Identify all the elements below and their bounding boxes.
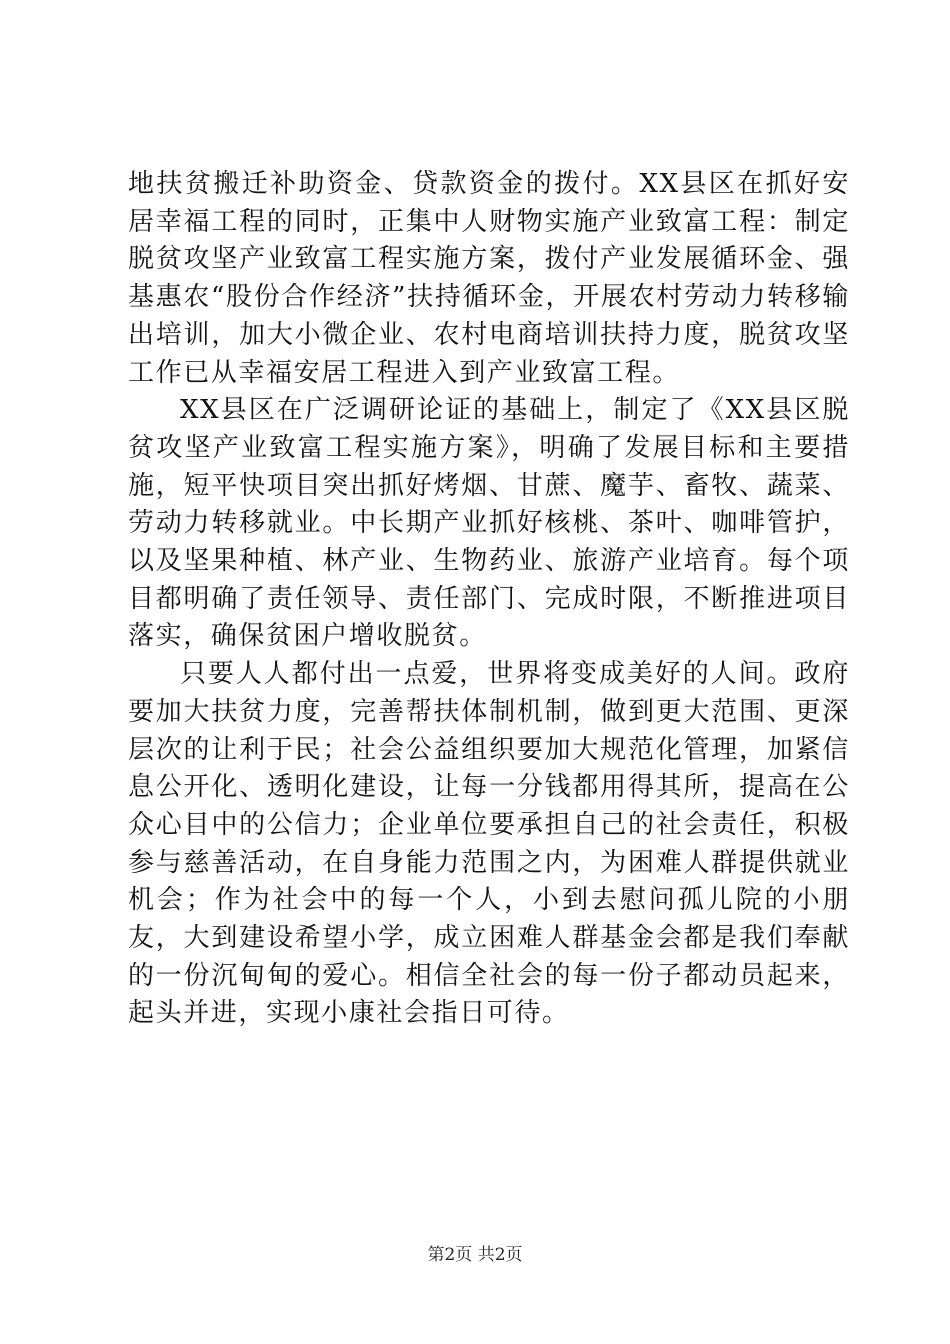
- paragraph-call-to-action: 只要人人都付出一点爱，世界将变成美好的人间。政府要加大扶贫力度，完善帮扶体制机制，做到更大范围、更深层次的让利于民；社会公益组织要加大规范化管理，加紧信息公开化、透明化建设，让每一分钱都用得其所，提高在公众心目中的公信力；企业单位要承担自己的社会责任，积极参与慈善活动，在自身能力范围之内，为困难人群提供就业机会；作为社会中的每一个人，小到去慰问孤儿院的小朋友，大到建设希望小学，成立困难人群基金会都是我们奉献的一份沉甸甸的爱心。相信全社会的每一份子都动员起来，起头并进，实现小康社会指日可待。: [128, 659, 850, 1029]
- paragraph-implementation-plan: XX县区在广泛调研论证的基础上，制定了《XX县区脱贫攻坚产业致富工程实施方案》，明确了发展目标和主要措施，短平快项目突出抓好烤烟、甘蔗、魔芋、畜牧、蔬菜、劳动力转移就业。中长期产业抓好核桃、茶叶、咖啡管护，以及坚果种植、林产业、生物药业、旅游产业培育。每个项目都明确了责任领导、责任部门、完成时限，不断推进项目落实，确保贫困户增收脱贫。: [128, 395, 850, 652]
- document-body: [128, 166, 850, 1033]
- paragraph-continuation: 地扶贫搬迁补助资金、贷款资金的拨付。XX县区在抓好安居幸福工程的同时，正集中人财物实施产业致富工程：制定脱贫攻坚产业致富工程实施方案，拨付产业发展循环金、强基惠农“股份合作经济”扶持循环金，开展农村劳动力转移输出培训，加大小微企业、农村电商培训扶持力度，脱贫攻坚工作已从幸福安居工程进入到产业致富工程。: [128, 169, 850, 388]
- page-footer: 第2页 共2页: [427, 1245, 523, 1265]
